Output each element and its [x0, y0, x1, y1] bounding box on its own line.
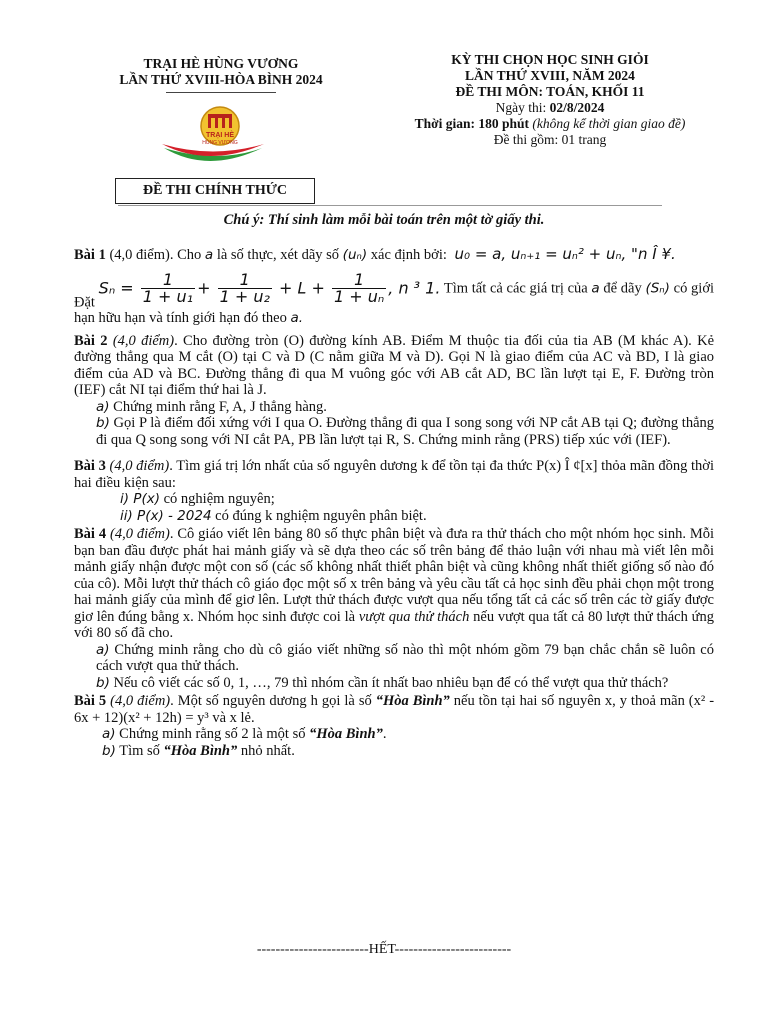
problem-1: Bài 1 (4,0 điểm). Cho a là số thực, xét dãy số (uₙ) xác định bởi: u₀ = a, uₙ₊₁ = uₙ² + uₙ, "n Î ¥.: [74, 245, 676, 263]
exam-title-line2: LẦN THỨ XVIII, NĂM 2024: [465, 68, 635, 83]
logo-text-main: TRẠI HÈ: [206, 132, 234, 139]
problem-2-points: (4,0 điểm): [112, 332, 175, 349]
exam-info-header: [380, 52, 720, 148]
sn-formula: Sₙ = $\frac{1}{\text{1 + u₁}}$ + $\frac{1}{\text{1 + u₂}}$ + L + $\frac{1}{\text{1 + uₙ}}$ , n ³ 1.: [98, 269, 441, 306]
problem-3: Bài 3 (4,0 điểm). Tìm giá trị lớn nhất của số nguyên dương k để tồn tại đa thức P(x) Î ¢[x] thỏa mãn đồng thời hai điều kiện sau:: [74, 458, 715, 491]
problem-5b: b) Tìm số “Hòa Bình” nhỏ nhất.: [102, 742, 295, 759]
problem-1-label: Bài 1: [74, 247, 106, 263]
organizer-line1: TRẠI HÈ HÙNG VƯƠNG: [143, 56, 299, 71]
problem-2: Bài 2 (4,0 điểm). Cho đường tròn (O) đường kính AB. Điểm M thuộc tia đối của tia AB (M khác A). Kẻ đường thẳng qua M cắt (O) tại C và D (C nằm giữa M và D). Gọi N là giao điểm của AC và BD, I là giao điểm của AD và BC. Đường thẳng đi qua M vuông góc với AB cắt AD, BC lần lượt tại E, F. Đường tròn (IEF) cắt NI tại điểm thứ hai là J.: [74, 332, 715, 399]
problem-4b: b) Nếu cô viết các số 0, 1, …, 79 thì nhóm cần ít nhất bao nhiêu bạn để có thể vượt qua thử thách?: [96, 674, 669, 691]
problem-4-points: (4,0 điểm): [109, 526, 170, 543]
exam-title-line1: KỲ THI CHỌN HỌC SINH GIỎI: [451, 52, 649, 67]
exam-page-count: Đề thi gồm: 01 trang: [493, 132, 607, 147]
problem-1-points: (4,0 điểm): [109, 247, 170, 263]
problem-4a: a) Chứng minh rằng cho dù cô giáo viết những số nào thì một nhóm gồm 79 bạn chắc chắn sẽ luôn có cách vượt qua thử thách.: [96, 641, 714, 675]
problem-4-label: Bài 4: [74, 526, 107, 543]
exam-subject: ĐỀ THI MÔN: TOÁN, KHỐI 11: [455, 84, 645, 99]
problem-2b: b) Gọi P là điểm đối xứng với I qua O. Đường thẳng đi qua I song song với NP cắt AB tại Q; đường thẳng đi qua Q song song với NI cắt PA, PB lần lượt tại R, S. Chứng minh rằng (PRS) tiếp xúc với (IEF).: [96, 415, 714, 448]
problem-5-points: (4,0 điểm): [110, 693, 171, 710]
problem-3-points: (4,0 điểm): [109, 458, 170, 475]
exam-duration: Thời gian: 180 phút (không kể thời gian giao đề): [414, 116, 686, 131]
problem-2-label: Bài 2: [74, 332, 108, 349]
problem-4: Bài 4 (4,0 điểm). Cô giáo viết lên bảng 80 số thực phân biệt và đưa ra thử thách cho một nhóm học sinh. Mỗi bạn ban đầu được phát hai mảnh giấy và sẽ dựa theo các số trên bảng để thảo luận với nhau mà viết lên mỗi mảnh giấy nhận được một con số (các số không nhất thiết phân biệt và cũng không nhất thiết giống số nào đó của cô). Mỗi lượt thử thách cô giáo đọc một số x trên bảng và yêu cầu tất cả học sinh đều phải chọn một trong hai mảnh giấy của mình để giơ lên. Lượt thử thách được vượt qua nếu tổng tất cả các số trên các tờ giấy được giơ lên đúng bằng x. Nhóm học sinh được coi là vượt qua thử thách nếu vượt qua tất cả 80 lượt thử thách ứng với 80 số đã cho.: [74, 526, 714, 642]
header-separator: [118, 205, 662, 206]
logo-text-sub: HÙNG VƯƠNG: [202, 140, 238, 146]
problem-3-ii: ii) P(x) - 2024 có đúng k nghiệm nguyên phân biệt.: [120, 507, 427, 524]
organizer-line2: LẦN THỨ XVIII-HÒA BÌNH 2024: [119, 72, 323, 87]
end-marker: ------------------------HẾT-------------------------: [256, 942, 512, 957]
organizer-header: [96, 56, 346, 93]
problem-3-label: Bài 3: [74, 458, 106, 475]
problem-1-sum: Đặt Sₙ = $\frac{1}{\text{1 + u₁}}$ + $\frac{1}{\text{1 + u₂}}$ + L + $\frac{1}{\text{1 + uₙ}}$ , n ³ 1. Tìm tất cả các giá trị của a để dãy (Sₙ) có giới hạn hữu hạn và tính giới hạn đó theo a.: [74, 269, 715, 327]
camp-logo: [158, 104, 268, 170]
problem-1-recurrence: u₀ = a, uₙ₊₁ = uₙ² + uₙ, "n Î ¥.: [454, 245, 676, 263]
official-exam-badge: ĐỀ THI CHÍNH THỨC: [115, 178, 315, 204]
problem-3-i: i) P(x) có nghiệm nguyên;: [120, 491, 275, 508]
exam-date: Ngày thi: 02/8/2024: [495, 100, 605, 115]
problem-5: Bài 5 (4,0 điểm). Một số nguyên dương h gọi là số “Hòa Bình” nếu tồn tại hai số nguyên x, y thoả mãn (x² - 6x + 12)(x² + 12h) = y³ và x lẻ.: [74, 693, 715, 726]
problem-5a: a) Chứng minh rằng số 2 là một số “Hòa Bình”.: [102, 726, 387, 743]
header-divider: [166, 92, 276, 93]
exam-body: [74, 246, 714, 759]
problem-2a: a) Chứng minh rằng F, A, J thẳng hàng.: [96, 398, 327, 415]
exam-note: Chú ý: Thí sinh làm mỗi bài toán trên một tờ giấy thi.: [223, 212, 545, 228]
problem-5-label: Bài 5: [74, 693, 107, 710]
